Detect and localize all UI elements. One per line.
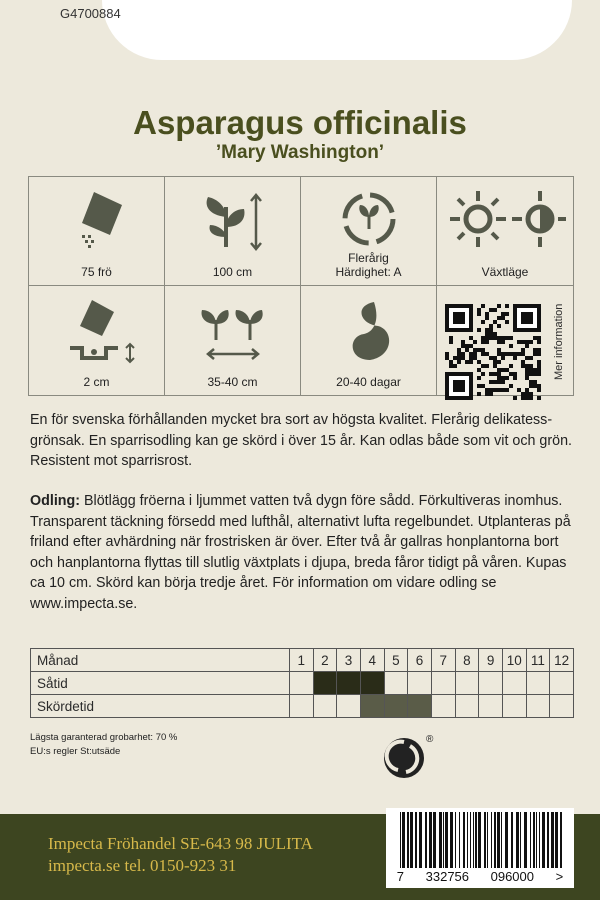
germination-note: Lägsta garanterad grobarhet: 70 % xyxy=(30,732,178,743)
month-7: 7 xyxy=(431,649,455,672)
plant-spacing-icon xyxy=(188,296,278,368)
schedule-cell xyxy=(313,695,337,718)
germination-icon xyxy=(334,296,404,368)
info-cell-spacing xyxy=(165,286,301,395)
sowing-depth-icon xyxy=(52,296,142,368)
month-2: 2 xyxy=(313,649,337,672)
barcode-digits xyxy=(386,869,574,884)
info-cell-light xyxy=(437,177,573,286)
schedule-cell xyxy=(526,695,550,718)
schedule-row-sowing xyxy=(31,672,574,695)
month-5: 5 xyxy=(384,649,408,672)
month-12: 12 xyxy=(550,649,574,672)
info-cell-height xyxy=(165,177,301,286)
schedule-cell xyxy=(455,695,479,718)
schedule-cell xyxy=(360,672,384,695)
info-cell-perennial xyxy=(301,177,437,286)
barcode-digit-group1: 332756 xyxy=(425,869,470,884)
schedule-cell xyxy=(455,672,479,695)
barcode-digit-suffix: > xyxy=(555,869,564,884)
schedule-cell xyxy=(408,672,432,695)
schedule-cell xyxy=(550,672,574,695)
info-label: Flerårig Härdighet: A xyxy=(335,251,402,279)
sun-partial-shade-icon xyxy=(442,187,568,251)
schedule-cell xyxy=(337,695,361,718)
month-9: 9 xyxy=(479,649,503,672)
qr-code-icon xyxy=(445,304,541,400)
schedule-header-row xyxy=(31,649,574,672)
schedule-month-header: Månad xyxy=(31,649,290,672)
schedule-cell xyxy=(526,672,550,695)
info-label: 20-40 dagar xyxy=(336,375,401,389)
month-10: 10 xyxy=(502,649,526,672)
info-cell-depth xyxy=(29,286,165,395)
cultivation-heading: Odling: xyxy=(30,493,81,509)
schedule-cell xyxy=(550,695,574,718)
hang-hole xyxy=(102,0,572,60)
schedule-cell xyxy=(408,695,432,718)
info-label: 100 cm xyxy=(212,265,253,279)
info-cell-seeds xyxy=(29,177,165,286)
schedule-cell xyxy=(289,695,313,718)
schedule-cell xyxy=(289,672,313,695)
info-cell-germination xyxy=(301,286,437,395)
schedule-cell xyxy=(479,695,503,718)
schedule-cell xyxy=(313,672,337,695)
schedule-cell xyxy=(384,695,408,718)
cultivation-text xyxy=(30,491,578,614)
info-label: Växtläge xyxy=(481,265,529,279)
info-grid xyxy=(28,176,574,396)
variety-name: ’Mary Washington’ xyxy=(215,142,385,163)
barcode-digit-prefix: 7 xyxy=(396,869,405,884)
month-3: 3 xyxy=(337,649,361,672)
qr-code[interactable] xyxy=(445,294,541,390)
schedule-cell xyxy=(384,672,408,695)
schedule-row-label: Skördetid xyxy=(31,695,290,718)
perennial-cycle-icon xyxy=(334,187,404,251)
month-8: 8 xyxy=(455,649,479,672)
footer-address: Impecta Fröhandel SE-643 98 JULITA xyxy=(48,834,313,853)
schedule-row-harvest xyxy=(31,695,574,718)
sowing-schedule xyxy=(30,648,574,718)
plant-height-icon xyxy=(198,187,268,257)
info-label: 35-40 cm xyxy=(207,375,258,389)
schedule-cell xyxy=(479,672,503,695)
barcode-digit-group2: 096000 xyxy=(490,869,534,884)
month-6: 6 xyxy=(408,649,432,672)
info-cell-qr[interactable] xyxy=(437,286,573,395)
schedule-cell xyxy=(502,695,526,718)
green-dot-recycle-icon xyxy=(382,732,434,780)
more-info-label: Mer information xyxy=(553,303,565,381)
month-4: 4 xyxy=(360,649,384,672)
schedule-cell xyxy=(431,695,455,718)
seed-packet-icon xyxy=(62,187,132,257)
schedule-cell xyxy=(337,672,361,695)
footer-contact: impecta.se tel. 0150-923 31 xyxy=(48,856,237,875)
info-label: 2 cm xyxy=(83,375,110,389)
sku-code: G4700884 xyxy=(60,6,121,21)
registered-mark: ® xyxy=(426,734,434,745)
schedule-cell xyxy=(431,672,455,695)
info-label: 75 frö xyxy=(81,265,112,279)
schedule-cell xyxy=(360,695,384,718)
description: En för svenska förhållanden mycket bra sort av högsta kvalitet. Flerårig delikatess-grönsak. En sparrisodling kan ge skörd i över 15 år. Kan odlas både som vit och grön. Resistent mot sparrisrost. xyxy=(30,412,572,469)
schedule-cell xyxy=(502,672,526,695)
barcode xyxy=(386,808,574,888)
month-1: 1 xyxy=(289,649,313,672)
schedule-row-label: Såtid xyxy=(31,672,290,695)
month-11: 11 xyxy=(526,649,550,672)
regulation-note: EU:s regler St:utsäde xyxy=(30,746,121,757)
cultivation-body: Blötlägg fröerna i ljummet vatten två dygn före sådd. Förkultiveras inomhus. Transparent täckning försedd med lufthål, alternativt lufta regelbundet. Utplanteras på friland efter avhärdning när frostrisken är över. Efter två år gallras honplantorna bort och hanplantorna flyttas till slutlig växtplats i djupa, breda fåror tidigt på våren. Kupas ca 10 cm. Skörd kan börja tredje året. För information om vidare odling se www.impecta.se. xyxy=(30,493,571,612)
barcode-bars-icon xyxy=(386,808,574,870)
page-title: Asparagus officinalis xyxy=(133,104,467,141)
